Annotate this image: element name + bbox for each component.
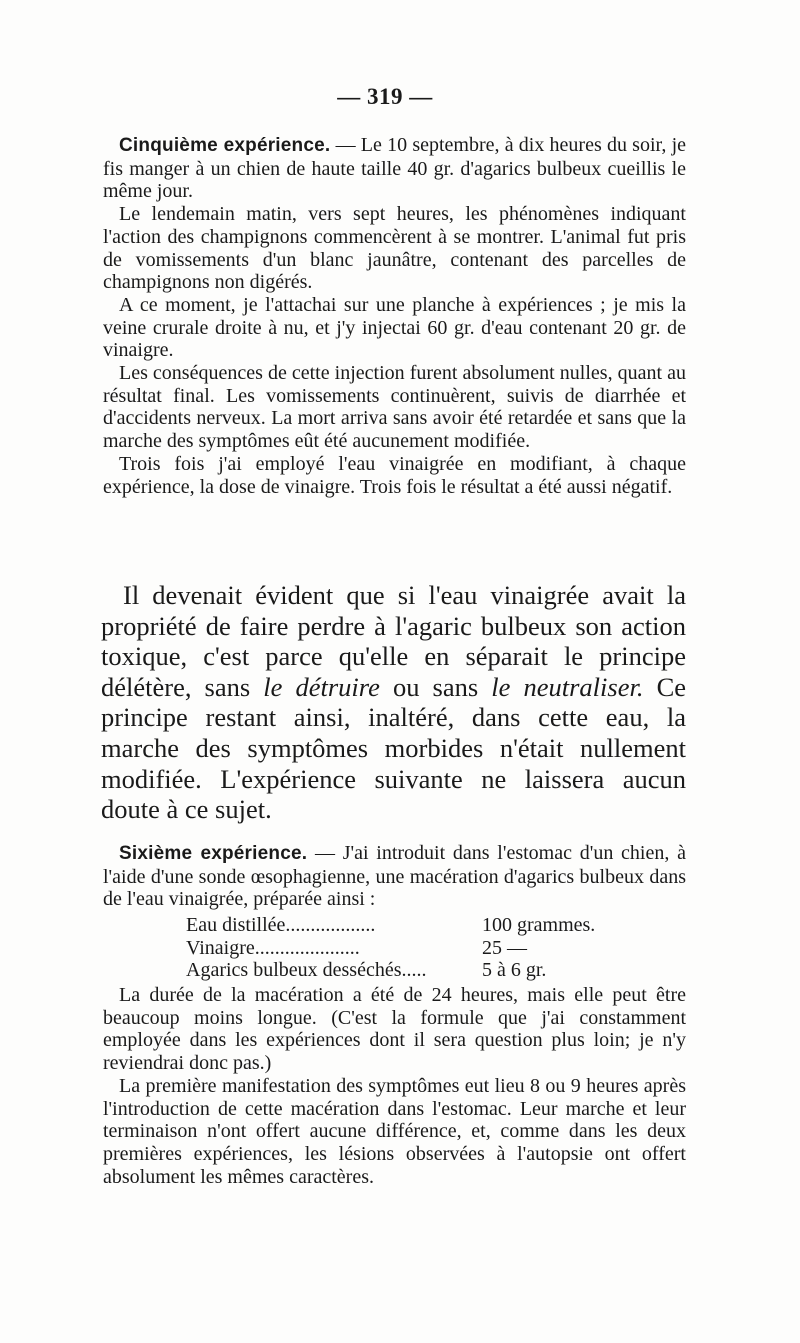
paragraph — [101, 580, 686, 825]
paragraph-text: Il devenait évident que si l'eau vinaigrée avait la propriété de faire perdre à l'agaric bulbeux son action toxique, c'est parce qu'elle en séparait le principe délétère, sans — [101, 580, 686, 702]
recipe-quantity: 25 — — [482, 936, 527, 959]
paragraph — [103, 842, 686, 911]
recipe-ingredient: Vinaigre..................... — [186, 936, 360, 959]
fifth-experiment-section — [103, 134, 686, 498]
paragraph: La première manifestation des symptômes eut lieu 8 ou 9 heures après l'introduction de cette macération dans l'estomac. Leur marche et leur terminaison n'ont offert aucune différence, et, comme dans les deux premières expériences, les lésions observées à l'autopsie ont offert absolument les mêmes caractères. — [103, 1074, 686, 1188]
emphasis-text: le neutraliser. — [491, 671, 644, 702]
paragraph: A ce moment, je l'attachai sur une planche à expériences ; je mis la veine crurale droite à nu, et j'y injectai 60 gr. d'eau contenant 20 gr. de vinaigre. — [103, 293, 686, 362]
recipe-row — [186, 914, 606, 937]
paragraph-text: — J'ai introduit dans l'estomac d'un chien, à l'aide d'une sonde œsophagienne, une macération d'agarics bulbeux dans de l'eau vinaigrée, préparée ainsi : — [103, 842, 686, 911]
recipe-quantity: 5 à 6 gr. — [482, 959, 547, 981]
recipe-table — [186, 914, 606, 982]
paragraph — [103, 134, 686, 203]
paragraph: Les conséquences de cette injection furent absolument nulles, quant au résultat final. Les vomissements continuèrent, suivis de diarrhée et d'accidents nerveux. La mort arriva sans avoir été retardée et sans que la marche des symptômes eût été aucunement modifiée. — [103, 362, 686, 453]
page-number: — 319 — — [337, 84, 433, 109]
experiment-heading: Cinquième expérience. — [119, 135, 331, 156]
recipe-row — [186, 959, 606, 982]
recipe-row — [186, 937, 606, 960]
sixth-experiment-intro — [103, 842, 686, 911]
sixth-experiment-results — [103, 984, 686, 1188]
paragraph-text: — Le 10 septembre, à dix heures du soir, je fis manger à un chien de haute taille 40 gr. d'agarics bulbeux cueillis le même jour. — [103, 134, 687, 203]
paragraph: Le lendemain matin, vers sept heures, les phénomènes indiquant l'action des champignons commencèrent à se montrer. L'animal fut pris de vomissements d'un blanc jaunâtre, contenant des parcelles de champignons non digérés. — [103, 203, 686, 294]
experiment-heading: Sixième expérience. — [119, 843, 308, 864]
recipe-quantity: 100 grammes. — [482, 914, 596, 936]
recipe-ingredient: Agarics bulbeux desséchés..... — [186, 959, 427, 981]
paragraph-text: ou sans — [379, 671, 492, 702]
emphasis-text: le détruire — [263, 671, 380, 702]
recipe-ingredient: Eau distillée.................. — [186, 914, 376, 936]
paragraph: La durée de la macération a été de 24 heures, mais elle peut être beaucoup moins longue. (C'est la formule que j'ai constamment employée dans les expériences dont il sera question plus loin; je n'y reviendrai donc pas.) — [103, 984, 686, 1075]
paragraph-text: Ce principe restant ainsi, inaltéré, dans cette eau, la marche des symptômes morbides n'était nullement modifiée. L'expérience suivante ne laissera aucun doute à ce sujet. — [101, 671, 687, 825]
conclusion-section — [101, 580, 686, 825]
paragraph: Trois fois j'ai employé l'eau vinaigrée en modifiant, à chaque expérience, la dose de vinaigre. Trois fois le résultat a été aussi négatif. — [103, 452, 686, 498]
